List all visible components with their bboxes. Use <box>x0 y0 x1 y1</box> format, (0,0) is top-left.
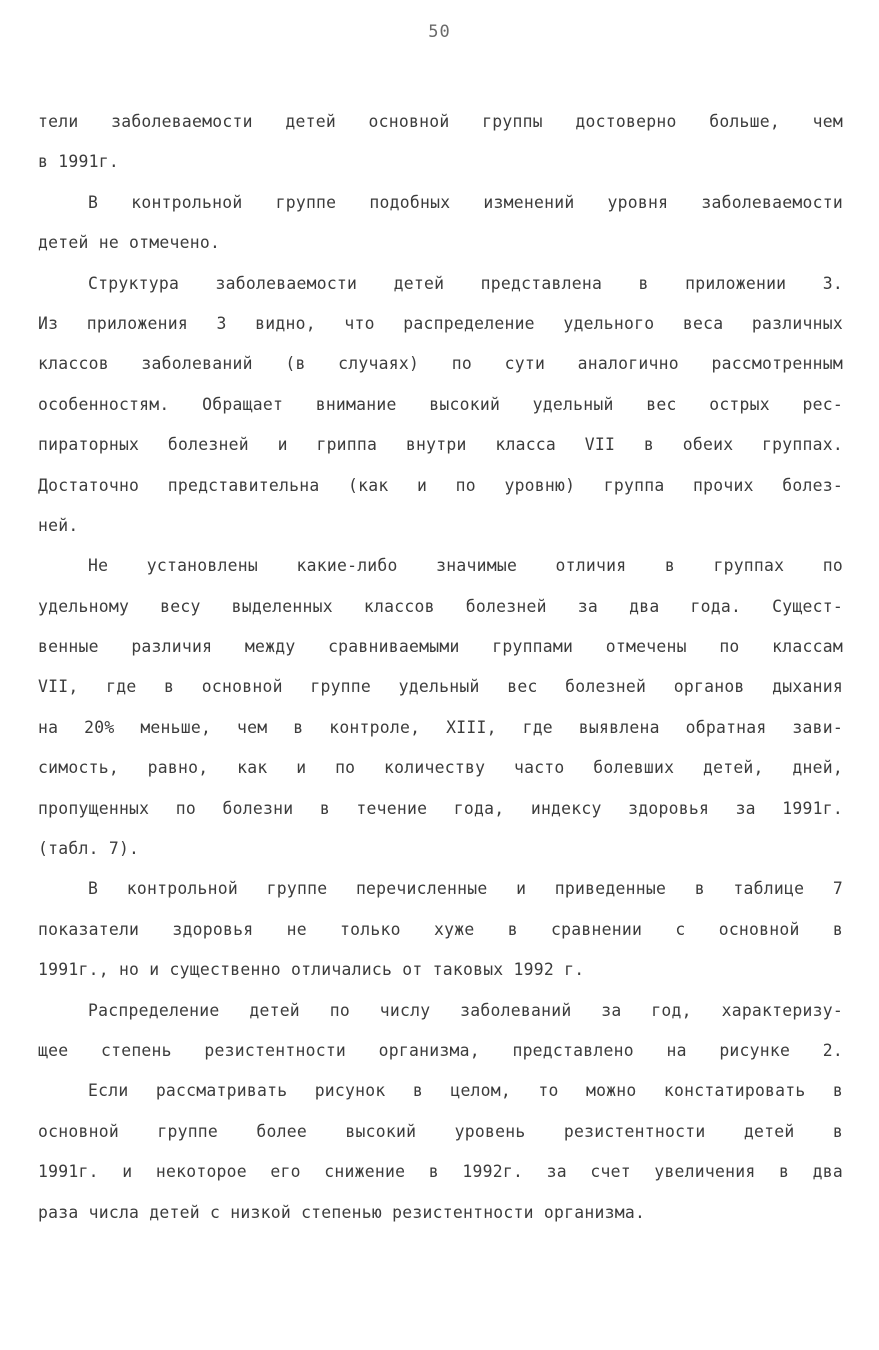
text-line: Достаточно представительна (как и по уровню) группа прочих болез- <box>38 475 843 495</box>
text-line: тели заболеваемости детей основной группы достоверно больше, чем <box>38 112 843 131</box>
body-text <box>38 102 843 1233</box>
page-number: 50 <box>428 22 451 42</box>
text-line: классов заболеваний (в случаях) по сути аналогично рассмотренным <box>38 354 843 374</box>
text-line: пропущенных по болезни в течение года, индексу здоровья за 1991г. <box>38 798 843 818</box>
text-line: симость, равно, как и по количеству часто болевших детей, дней, <box>38 758 843 778</box>
text-line: Если рассматривать рисунок в целом, то можно констатировать в <box>88 1081 843 1101</box>
text-line: пираторных болезней и гриппа внутри класса VII в обеих группах. <box>38 435 843 455</box>
text-line: основной группе более высокий уровень резистентности детей в <box>38 1121 843 1141</box>
text-line: детей не отмечено. <box>38 233 221 253</box>
text-line: венные различия между сравниваемыми группами отмечены по классам <box>38 637 843 657</box>
text-line: В контрольной группе подобных изменений уровня заболеваемости <box>88 192 843 212</box>
text-line: раза числа детей с низкой степенью резистентности организма. <box>38 1202 646 1222</box>
text-line: особенностям. Обращает внимание высокий удельный вес острых рес- <box>38 394 843 414</box>
text-line: Не установлены какие-либо значимые отличия в группах по <box>88 556 843 576</box>
text-line: В контрольной группе перечисленные и приведенные в таблице 7 <box>88 879 843 899</box>
text-line: VII, где в основной группе удельный вес болезней органов дыхания <box>38 677 843 697</box>
text-line: в 1991г. <box>38 152 119 172</box>
text-line: Из приложения 3 видно, что распределение удельного веса различных <box>38 313 843 333</box>
text-line: удельному весу выделенных классов болезней за два года. Сущест- <box>38 596 843 616</box>
text-line: Распределение детей по числу заболеваний за год, характеризу- <box>88 1000 843 1020</box>
text-line: на 20% меньше, чем в контроле, XIII, где выявлена обратная зави- <box>38 717 843 737</box>
text-line: Структура заболеваемости детей представлена в приложении 3. <box>88 273 843 293</box>
text-line: показатели здоровья не только хуже в сравнении с основной в <box>38 919 843 939</box>
text-line: щее степень резистентности организма, представлено на рисунке 2. <box>38 1040 843 1060</box>
text-line: 1991г., но и существенно отличались от таковых 1992 г. <box>38 960 585 980</box>
text-line: ней. <box>38 515 79 535</box>
text-line: (табл. 7). <box>38 839 140 859</box>
text-line: 1991г. и некоторое его снижение в 1992г. за счет увеличения в два <box>38 1162 843 1182</box>
